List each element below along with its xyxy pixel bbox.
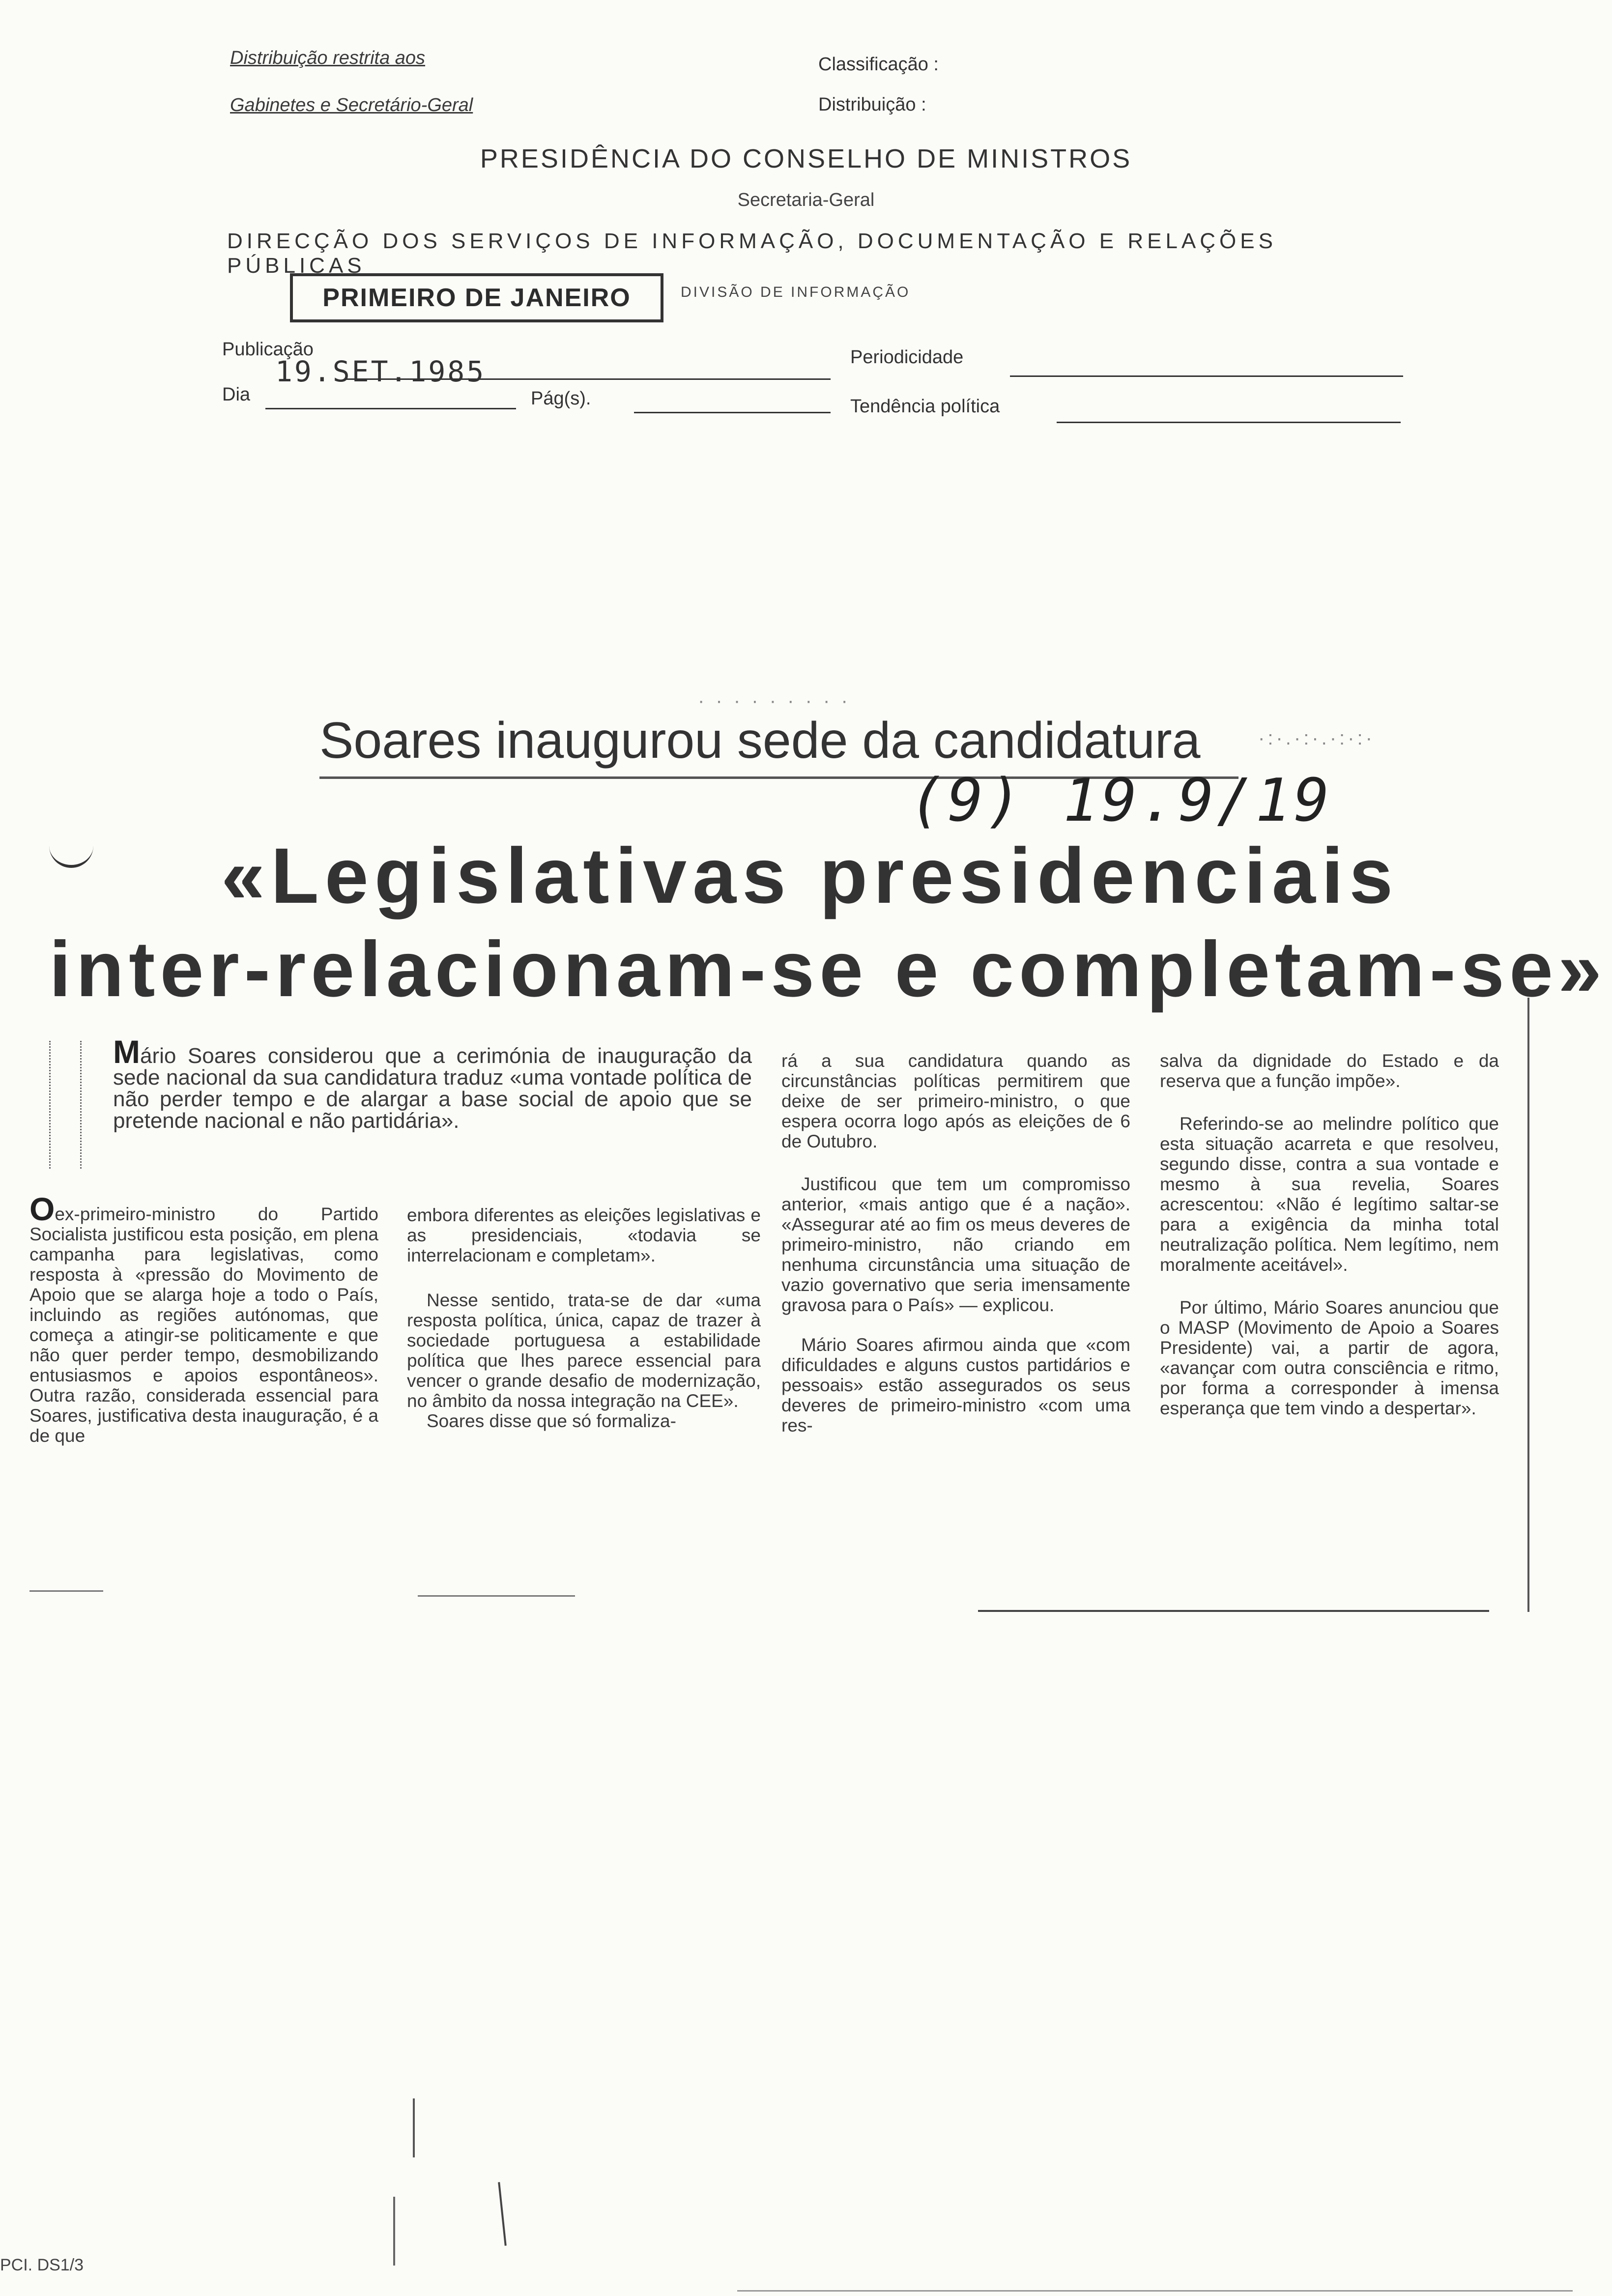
article-column-2	[407, 1205, 761, 1431]
tendencia-line	[1057, 422, 1401, 423]
lead-text: ário Soares considerou que a cerimónia de inauguração da sede nacional da sua candidatura traduz «uma vontade política de não perder tempo e de alargar a base social de apoio que se pretende nacional e não partidária».	[113, 1044, 752, 1133]
ministry-title: PRESIDÊNCIA DO CONSELHO DE MINISTROS	[480, 144, 1132, 173]
newspaper-stamp: PRIMEIRO DE JANEIRO	[290, 273, 663, 322]
headline-line2: inter-relacionam-se e completam-se»	[49, 925, 1607, 1013]
col4-paragraph-1: salva da dignidade do Estado e da reserva que a função impõe».	[1160, 1051, 1499, 1091]
col3-paragraph-2: Justificou que tem um compromisso anterior, «mais antigo que é a nação». «Assegurar até ao fim os meus deveres de primeiro-ministro, não criando em nenhuma circunstância uma situação de vazio governativo que seria imensamente gravosa para o País» — explicou.	[781, 1174, 1130, 1315]
publicacao-line	[344, 378, 831, 380]
classificacao-label: Classificação :	[818, 54, 939, 75]
footer-code: PCI. DS1/3	[0, 2256, 84, 2274]
scan-artifact-2	[498, 2182, 507, 2246]
distribuicao-label: Distribuição :	[818, 94, 926, 115]
col4-paragraph-2: Referindo-se ao melindre político que esta situação acarreta e que resolveu, segundo disse, contra a sua vontade e mesmo à sua revelia, Soares acrescentou: «Não é legítimo saltar-se para a exigência da minha total neutralização política. Nem legítimo, nem moralmente aceitável».	[1160, 1114, 1499, 1275]
col1-dropcap: O	[29, 1191, 55, 1227]
distribution-note	[230, 34, 473, 129]
col3-paragraph-3: Mário Soares afirmou ainda que «com dificuldades e alguns custos partidários e pessoais» estão assegurados os seus deveres de primeiro-ministro «com uma res-	[781, 1335, 1130, 1435]
lead-dropcap: M	[113, 1033, 140, 1070]
tendencia-label: Tendência política	[850, 396, 1000, 417]
secretaria-geral: Secretaria-Geral	[737, 190, 875, 210]
scan-specks-right: ·:·.·:·.·:·:·	[1258, 727, 1375, 749]
periodicidade-label: Periodicidade	[850, 347, 964, 368]
direccao-servicos: DIRECÇÃO DOS SERVIÇOS DE INFORMAÇÃO, DOCUMENTAÇÃO E RELAÇÕES PÚBLICAS	[227, 229, 1277, 278]
divisao-informacao: DIVISÃO DE INFORMAÇÃO	[681, 284, 911, 300]
clipping-bottom-rule-left	[29, 1590, 103, 1592]
distribution-note-line1: Distribuição restrita aos	[230, 48, 426, 68]
headline-line1: «Legislativas presidenciais	[221, 832, 1399, 919]
handwritten-note: (9) 19.9/19	[909, 767, 1332, 835]
periodicidade-line	[1010, 375, 1403, 377]
col2-paragraph-3: Soares disse que só formaliza-	[427, 1411, 676, 1431]
col2-paragraph-1: embora diferentes as eleições legislativas e as presidenciais, «todavia se interrelacionam e completam».	[407, 1205, 761, 1265]
pags-line	[634, 412, 831, 413]
scan-bottom-edge	[737, 2290, 1573, 2292]
col2-paragraph-2: Nesse sentido, trata-se de dar «uma resposta política, única, capaz de trazer à sociedade portuguesa a estabilidade política que lhes parece essencial para vencer o grande desafio de modernização, no âmbito da nossa integração na CEE».	[407, 1290, 761, 1411]
scan-artifact-1	[413, 2098, 415, 2157]
col3-paragraph-1: rá a sua candidatura quando as circunstâncias políticas permitirem que deixe de ser primeiro-ministro, o que espera ocorra logo após as eleições de 6 de Outubro.	[781, 1051, 1130, 1151]
dia-label: Dia	[222, 384, 251, 405]
article-lead	[113, 1033, 752, 1133]
dia-line	[265, 408, 516, 409]
publicacao-value: 19.SET.1985	[275, 355, 486, 388]
clipping-bottom-rule-mid	[418, 1595, 575, 1597]
lead-decoration	[49, 1041, 82, 1169]
col1-text: ex-primeiro-ministro do Partido Socialista justificou esta posição, em plena campanha para legislativas, como resposta à «pressão do Movimento de Apoio que se alarga hoje a todo o País, incluindo as regiões autónomas, que começa a atingir-se politicamente e que não quer perder tempo, desmobilizando entusiasmos e apoios espontâneos». Outra razão, considerada essencial para Soares, justificativa desta inauguração, é a de que	[29, 1204, 378, 1446]
clipping-bottom-rule-right	[978, 1610, 1489, 1612]
pags-label: Pág(s).	[531, 388, 591, 409]
margin-mark	[49, 835, 93, 868]
publicacao-label: Publicação	[222, 339, 314, 360]
classification-block	[818, 44, 939, 125]
article-column-4	[1160, 1051, 1499, 1418]
scan-artifact-3	[393, 2197, 395, 2266]
article-column-3	[781, 1051, 1130, 1435]
clipping-right-edge	[1527, 998, 1529, 1612]
article-column-1	[29, 1191, 378, 1446]
scan-specks-top: · · · · · · · · ·	[698, 690, 851, 712]
col4-paragraph-3: Por último, Mário Soares anunciou que o MASP (Movimento de Apoio a Soares Presidente) vai, a partir de agora, «avançar com outra consciência e ritmo, por forma a corresponder à imensa esperança que tem vindo a despertar».	[1160, 1297, 1499, 1418]
distribution-note-line2: Gabinetes e Secretário-Geral	[230, 95, 473, 115]
article-kicker: Soares inaugurou sede da candidatura	[319, 712, 1201, 769]
